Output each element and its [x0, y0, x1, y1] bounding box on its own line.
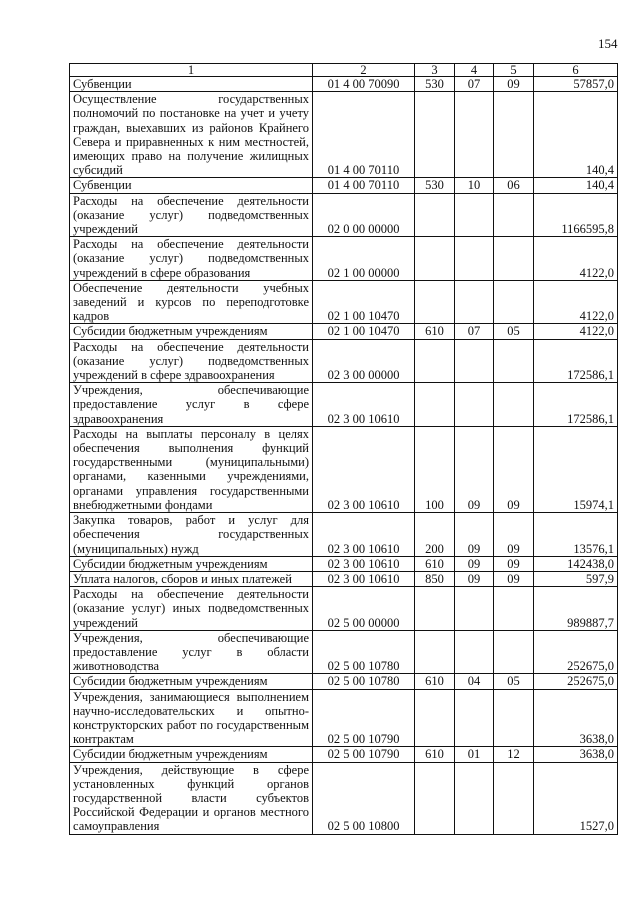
row-rz: 01 [455, 747, 494, 762]
row-name: Расходы на обеспечение деятельности (оказание услуг) подведомственных учреждений в сфере образования [70, 237, 313, 281]
row-code: 02 3 00 10610 [313, 426, 415, 512]
row-code: 02 1 00 10470 [313, 324, 415, 339]
table-row [70, 383, 618, 427]
row-rz [455, 237, 494, 281]
row-pr [494, 237, 534, 281]
header-col-2: 2 [313, 64, 415, 77]
page-number: 154 [598, 36, 618, 51]
table-row [70, 280, 618, 324]
row-code: 02 5 00 10780 [313, 630, 415, 674]
row-name: Субсидии бюджетным учреждениям [70, 324, 313, 339]
row-code: 01 4 00 70110 [313, 178, 415, 193]
row-name: Учреждения, обеспечивающие предоставление услуг в области животноводства [70, 630, 313, 674]
row-name: Субвенции [70, 77, 313, 92]
row-pr [494, 92, 534, 178]
row-rz [455, 762, 494, 834]
row-pr [494, 383, 534, 427]
row-name: Субвенции [70, 178, 313, 193]
row-rz [455, 383, 494, 427]
row-code: 02 1 00 10470 [313, 280, 415, 324]
row-vr: 610 [415, 747, 455, 762]
row-amount: 4122,0 [534, 280, 618, 324]
header-col-1: 1 [70, 64, 313, 77]
row-name: Учреждения, обеспечивающие предоставление услуг в сфере здравоохранения [70, 383, 313, 427]
row-pr: 12 [494, 747, 534, 762]
row-pr: 09 [494, 513, 534, 557]
row-amount: 140,4 [534, 178, 618, 193]
row-amount: 172586,1 [534, 383, 618, 427]
row-pr: 09 [494, 571, 534, 586]
row-pr [494, 762, 534, 834]
row-rz [455, 280, 494, 324]
row-code: 02 3 00 10610 [313, 571, 415, 586]
row-amount: 172586,1 [534, 339, 618, 383]
row-pr [494, 193, 534, 237]
row-code: 02 1 00 00000 [313, 237, 415, 281]
table-row [70, 674, 618, 689]
header-row [70, 64, 618, 77]
row-vr [415, 339, 455, 383]
row-name: Учреждения, действующие в сфере установленных функций органов государственной власти субъектов Российской Федерации и органов местного самоуправления [70, 762, 313, 834]
row-name: Закупка товаров, работ и услуг для обеспечения государственных (муниципальных) нужд [70, 513, 313, 557]
row-code: 02 3 00 10610 [313, 383, 415, 427]
row-code: 01 4 00 70110 [313, 92, 415, 178]
row-code: 02 0 00 00000 [313, 193, 415, 237]
table-row [70, 92, 618, 178]
table-row [70, 193, 618, 237]
row-rz: 09 [455, 426, 494, 512]
row-code: 02 3 00 10610 [313, 556, 415, 571]
row-code: 02 5 00 10790 [313, 689, 415, 747]
row-amount: 57857,0 [534, 77, 618, 92]
table-row [70, 747, 618, 762]
row-vr [415, 383, 455, 427]
row-code: 02 5 00 10790 [313, 747, 415, 762]
row-pr [494, 630, 534, 674]
row-vr [415, 280, 455, 324]
row-pr [494, 587, 534, 631]
table-row [70, 77, 618, 92]
header-col-3: 3 [415, 64, 455, 77]
row-amount: 252675,0 [534, 630, 618, 674]
header-col-4: 4 [455, 64, 494, 77]
table-row [70, 630, 618, 674]
row-vr: 610 [415, 556, 455, 571]
row-name: Субсидии бюджетным учреждениям [70, 556, 313, 571]
row-amount: 142438,0 [534, 556, 618, 571]
table-row [70, 426, 618, 512]
row-vr [415, 630, 455, 674]
row-rz: 04 [455, 674, 494, 689]
row-rz [455, 630, 494, 674]
row-name: Осуществление государственных полномочий по постановке на учет и учету граждан, выехавших из районов Крайнего Севера и приравненных к ним местностей, имеющих право на получение жилищных субсидий [70, 92, 313, 178]
row-name: Расходы на обеспечение деятельности (оказание услуг) иных подведомственных учреждений [70, 587, 313, 631]
row-amount: 15974,1 [534, 426, 618, 512]
row-amount: 4122,0 [534, 237, 618, 281]
row-rz [455, 689, 494, 747]
row-vr: 100 [415, 426, 455, 512]
row-pr: 05 [494, 674, 534, 689]
row-rz: 09 [455, 571, 494, 586]
row-code: 02 3 00 10610 [313, 513, 415, 557]
row-vr: 530 [415, 77, 455, 92]
row-pr: 09 [494, 77, 534, 92]
table-row [70, 762, 618, 834]
row-amount: 252675,0 [534, 674, 618, 689]
row-vr [415, 689, 455, 747]
row-vr: 610 [415, 324, 455, 339]
row-name: Субсидии бюджетным учреждениям [70, 747, 313, 762]
table-row [70, 324, 618, 339]
header-col-6: 6 [534, 64, 618, 77]
row-rz [455, 193, 494, 237]
row-amount: 1527,0 [534, 762, 618, 834]
row-vr [415, 762, 455, 834]
table-row [70, 587, 618, 631]
row-amount: 4122,0 [534, 324, 618, 339]
table-row [70, 178, 618, 193]
row-vr: 850 [415, 571, 455, 586]
row-name: Субсидии бюджетным учреждениям [70, 674, 313, 689]
row-rz [455, 92, 494, 178]
row-rz: 07 [455, 324, 494, 339]
row-code: 01 4 00 70090 [313, 77, 415, 92]
budget-table [69, 63, 618, 835]
row-pr: 06 [494, 178, 534, 193]
row-code: 02 3 00 00000 [313, 339, 415, 383]
row-name: Расходы на обеспечение деятельности (оказание услуг) подведомственных учреждений [70, 193, 313, 237]
row-vr [415, 92, 455, 178]
row-rz: 07 [455, 77, 494, 92]
row-rz: 09 [455, 513, 494, 557]
row-amount: 3638,0 [534, 747, 618, 762]
row-name: Обеспечение деятельности учебных заведений и курсов по переподготовке кадров [70, 280, 313, 324]
row-code: 02 5 00 10780 [313, 674, 415, 689]
row-vr: 200 [415, 513, 455, 557]
row-amount: 1166595,8 [534, 193, 618, 237]
row-name: Учреждения, занимающиеся выполнением научно-исследовательских и опытно-конструкторских работ по государственным контрактам [70, 689, 313, 747]
header-col-5: 5 [494, 64, 534, 77]
table-row [70, 571, 618, 586]
row-pr [494, 280, 534, 324]
row-rz: 09 [455, 556, 494, 571]
row-amount: 3638,0 [534, 689, 618, 747]
row-amount: 140,4 [534, 92, 618, 178]
row-name: Расходы на выплаты персоналу в целях обеспечения выполнения функций государственными (муниципальными) органами, казенными учреждениями, органами управления государственными внебюджетными фондами [70, 426, 313, 512]
table-row [70, 339, 618, 383]
row-vr [415, 193, 455, 237]
table-row [70, 556, 618, 571]
row-pr: 05 [494, 324, 534, 339]
row-vr [415, 587, 455, 631]
row-amount: 597,9 [534, 571, 618, 586]
row-code: 02 5 00 00000 [313, 587, 415, 631]
row-rz: 10 [455, 178, 494, 193]
row-vr: 530 [415, 178, 455, 193]
row-pr: 09 [494, 556, 534, 571]
row-vr: 610 [415, 674, 455, 689]
row-code: 02 5 00 10800 [313, 762, 415, 834]
row-pr [494, 689, 534, 747]
row-pr: 09 [494, 426, 534, 512]
row-amount: 989887,7 [534, 587, 618, 631]
row-amount: 13576,1 [534, 513, 618, 557]
row-pr [494, 339, 534, 383]
table-row [70, 513, 618, 557]
row-name: Расходы на обеспечение деятельности (оказание услуг) подведомственных учреждений в сфере здравоохранения [70, 339, 313, 383]
table-row [70, 689, 618, 747]
row-rz [455, 587, 494, 631]
row-vr [415, 237, 455, 281]
row-name: Уплата налогов, сборов и иных платежей [70, 571, 313, 586]
row-rz [455, 339, 494, 383]
table-row [70, 237, 618, 281]
